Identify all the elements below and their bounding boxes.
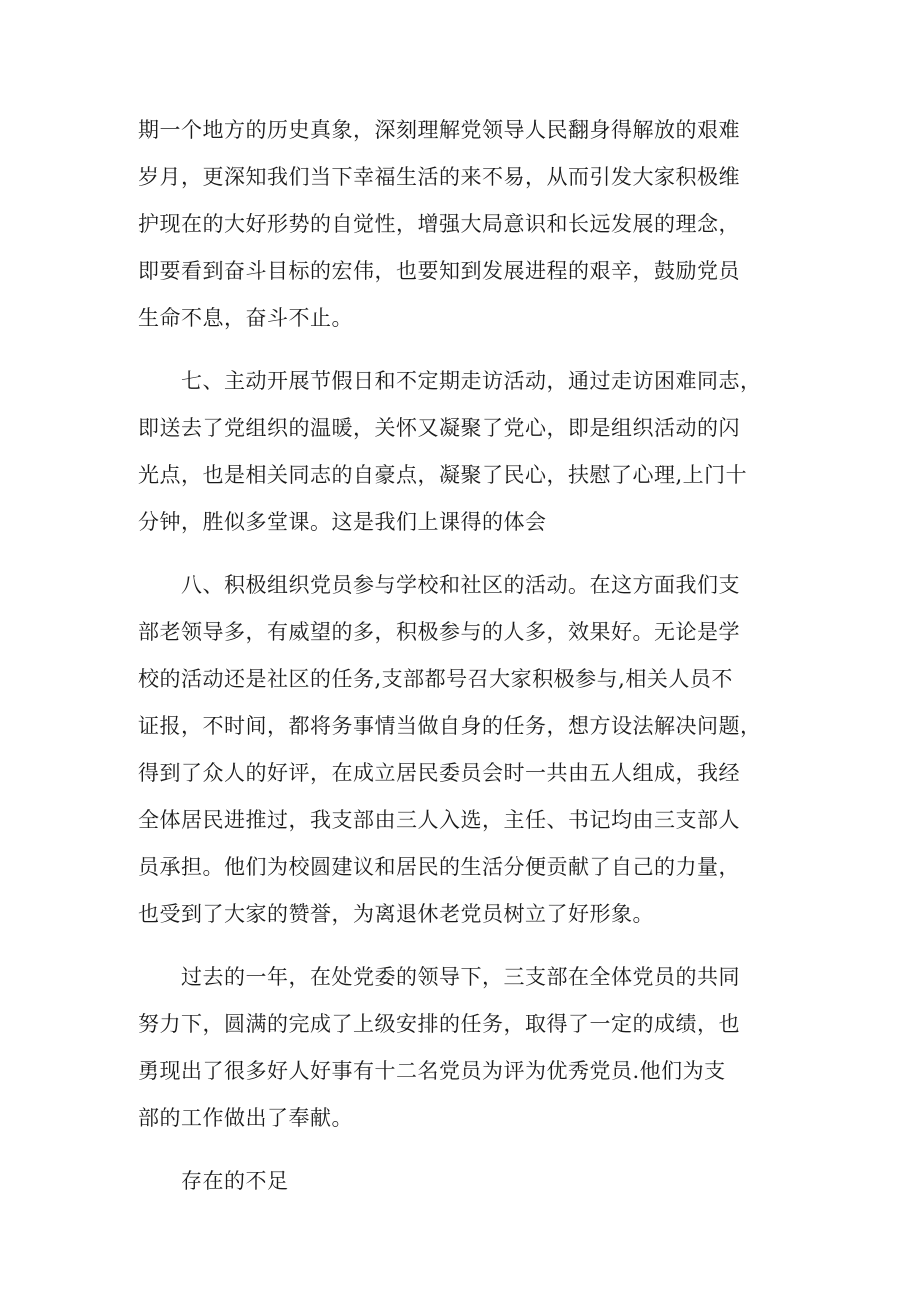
text-line: 分钟，胜似多堂课。这是我们上课得的体会 — [138, 510, 547, 534]
paragraph-summary — [138, 954, 798, 1142]
text-line: 也受到了大家的赞誉，为离退休老党员树立了好形象。 — [138, 902, 654, 926]
text-line: 岁月，更深知我们当下幸福生活的来不易，从而引发大家积极维 — [138, 165, 740, 189]
text-line: 过去的一年，在处党委的领导下，三支部在全体党员的共同 — [138, 965, 740, 989]
section-heading: 存在的不足 — [138, 1169, 289, 1193]
paragraph-eight — [138, 562, 798, 938]
text-line: 护现在的大好形势的自觉性，增强大局意识和长远发展的理念， — [138, 212, 740, 236]
text-line: 员承担。他们为校圆建议和居民的生活分便贡献了自己的力量， — [138, 855, 740, 879]
text-line: 即要看到奋斗目标的宏伟，也要知到发展进程的艰辛，鼓励党员 — [138, 259, 740, 283]
text-line: 光点，也是相关同志的自豪点，凝聚了民心，扶慰了心理,上门十 — [138, 463, 748, 487]
text-line: 生命不息，奋斗不止。 — [138, 306, 353, 330]
paragraph-gap — [138, 938, 798, 954]
paragraph-gap — [138, 1142, 798, 1158]
text-line: 全体居民进推过，我支部由三人入选，主任、书记均由三支部人 — [138, 808, 740, 832]
text-line: 部的工作做出了奉献。 — [138, 1106, 353, 1130]
text-line: 证报，不时间，都将务事情当做自身的任务，想方设法解决问题， — [138, 714, 762, 738]
text-line: 部老领导多，有威望的多，积极参与的人多，效果好。无论是学 — [138, 620, 740, 644]
text-line: 期一个地方的历史真象，深刻理解党领导人民翻身得解放的艰难 — [138, 118, 740, 142]
text-line: 八、积极组织党员参与学校和社区的活动。在这方面我们支 — [138, 573, 740, 597]
text-line: 得到了众人的好评，在成立居民委员会时一共由五人组成，我经 — [138, 761, 740, 785]
paragraph-gap — [138, 546, 798, 562]
paragraph-shortcomings-heading — [138, 1158, 798, 1205]
text-line: 校的活动还是社区的任务,支部都号召大家积极参与,相关人员不 — [138, 667, 733, 691]
text-line: 努力下，圆满的完成了上级安排的任务，取得了一定的成绩，也 — [138, 1012, 740, 1036]
paragraph-gap — [138, 342, 798, 358]
paragraph-history — [138, 107, 798, 342]
document-body — [138, 107, 798, 1205]
paragraph-seven — [138, 358, 798, 546]
text-line: 即送去了党组织的温暖，关怀又凝聚了党心，即是组织活动的闪 — [138, 416, 740, 440]
text-line: 七、主动开展节假日和不定期走访活动，通过走访困难同志， — [138, 369, 762, 393]
text-line: 勇现出了很多好人好事有十二名党员为评为优秀党员.他们为支 — [138, 1059, 726, 1083]
